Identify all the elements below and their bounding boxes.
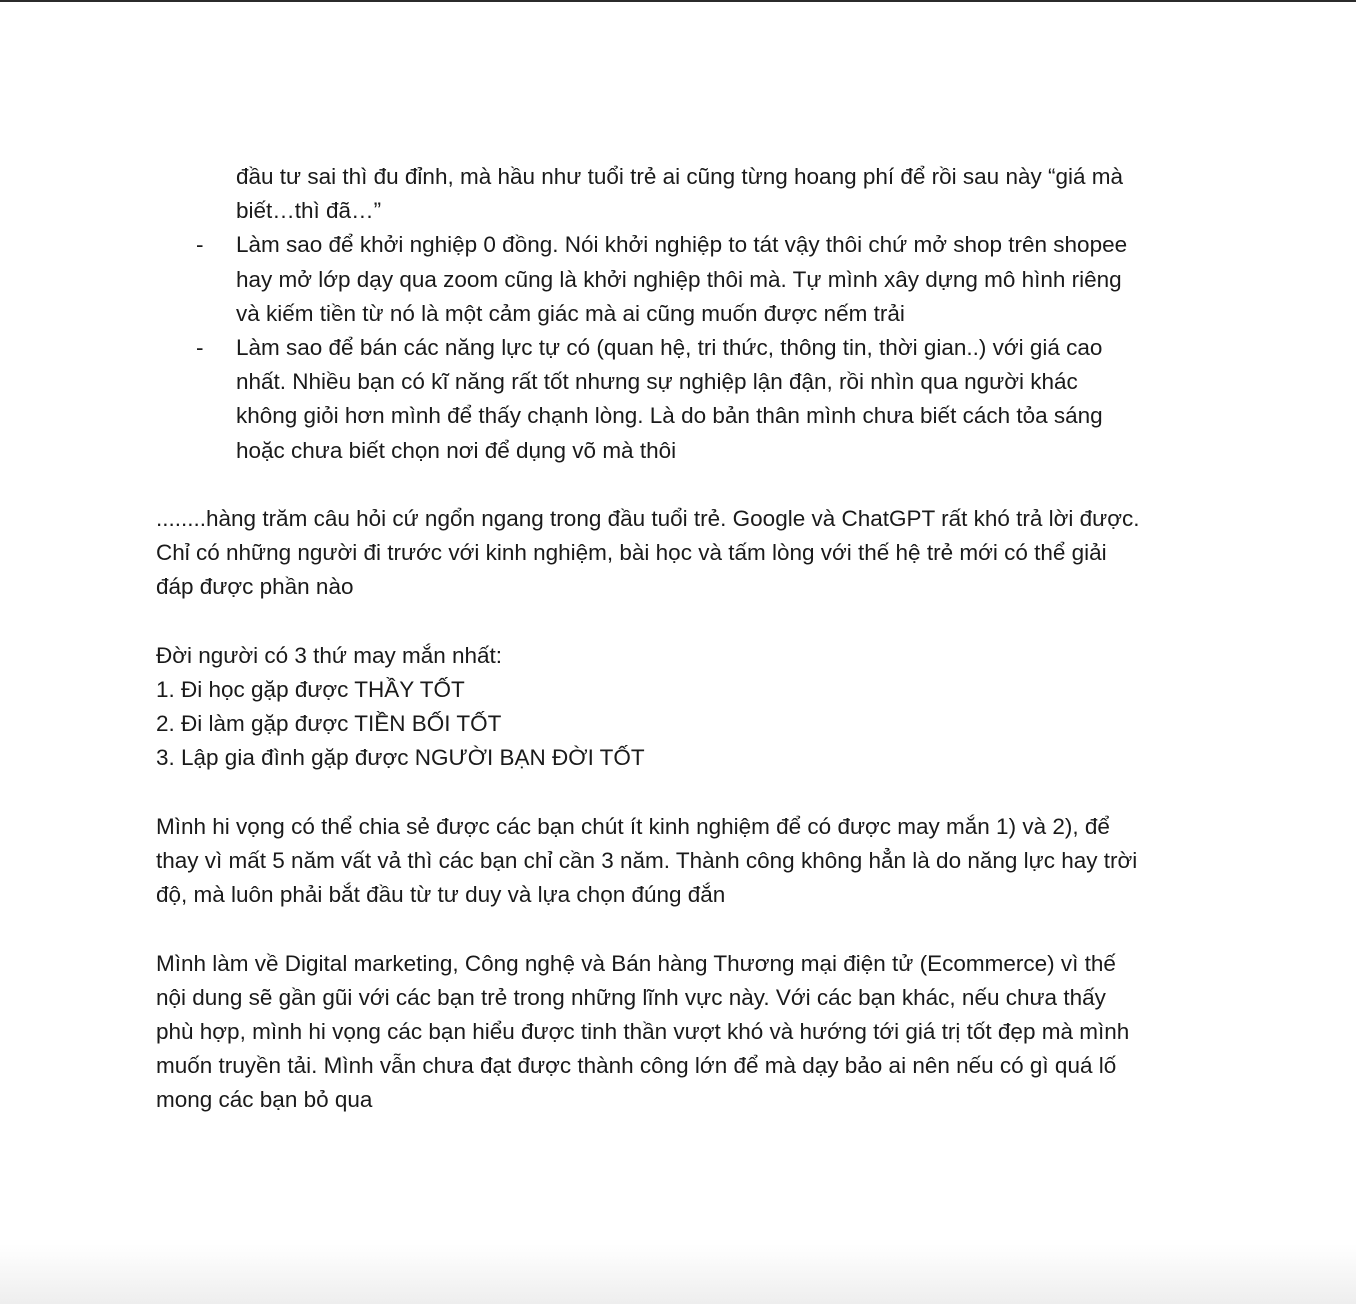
text-line: phù hợp, mình hi vọng các bạn hiểu được tinh thần vượt khó và hướng tới giá trị tốt đẹp mà mình [156, 1019, 1130, 1045]
text-line: Mình làm về Digital marketing, Công nghệ và Bán hàng Thương mại điện tử (Ecommerce) vì thế [156, 950, 1116, 976]
paragraph-gap [156, 912, 1206, 946]
text-line: đầu tư sai thì đu đỉnh, mà hầu như tuổi trẻ ai cũng từng hoang phí để rồi sau này “giá mà [236, 164, 1123, 189]
text-line: và kiếm tiền từ nó là một cảm giác mà ai cũng muốn được nếm trải [236, 300, 905, 326]
paragraph-gap [156, 468, 1206, 502]
text-line: độ, mà luôn phải bắt đầu từ tư duy và lựa chọn đúng đắn [156, 882, 726, 908]
text-line: thay vì mất 5 năm vất vả thì các bạn chỉ cần 3 năm. Thành công không hẳn là do năng lực hay trời [156, 848, 1138, 874]
paragraph-hope [156, 810, 1206, 913]
paragraph-about [156, 947, 1206, 1118]
text-line: Mình hi vọng có thể chia sẻ được các bạn chút ít kinh nghiệm để có được may mắn 1) và 2), để [156, 813, 1110, 839]
text-line: hoặc chưa biết chọn nơi để dụng võ mà thôi [236, 437, 677, 463]
text-line: không giỏi hơn mình để thấy chạnh lòng. Là do bản thân mình chưa biết cách tỏa sáng [236, 403, 1103, 429]
text-line: nhất. Nhiều bạn có kĩ năng rất tốt nhưng sự nghiệp lận đận, rồi nhìn qua người khác [236, 369, 1078, 395]
text-line: mong các bạn bỏ qua [156, 1087, 373, 1113]
bullet-dash: - [196, 335, 204, 361]
document-page [156, 160, 1206, 1118]
bullet-list [156, 160, 1206, 468]
paragraph-gap [156, 776, 1206, 810]
text-line: ........hàng trăm câu hỏi cứ ngổn ngang trong đầu tuổi trẻ. Google và ChatGPT rất khó trả lời được. [156, 506, 1140, 532]
luck-list-heading: Đời người có 3 thứ may mắn nhất: [156, 642, 503, 668]
page-bottom-shadow [0, 1244, 1356, 1304]
paragraph-questions [156, 502, 1206, 605]
text-line: biết…thì đã…” [236, 198, 382, 224]
luck-list-item: 3. Lập gia đình gặp được NGƯỜI BẠN ĐỜI TỐT [156, 745, 645, 771]
text-line: đáp được phần nào [156, 574, 354, 600]
bullet-item-skills [156, 331, 1206, 468]
text-line: hay mở lớp dạy qua zoom cũng là khởi nghiệp thôi mà. Tự mình xây dựng mô hình riêng [236, 266, 1122, 292]
luck-list-item: 1. Đi học gặp được THẦY TỐT [156, 677, 465, 703]
text-line: muốn truyền tải. Mình vẫn chưa đạt được thành công lớn để mà dạy bảo ai nên nếu có gì quá lố [156, 1053, 1117, 1079]
bullet-dash: - [196, 232, 204, 258]
text-line: nội dung sẽ gần gũi với các bạn trẻ trong những lĩnh vực này. Với các bạn khác, nếu chưa thấy [156, 984, 1106, 1010]
bullet-item-startup [156, 228, 1206, 331]
top-border [0, 0, 1356, 2]
text-line: Chỉ có những người đi trước với kinh nghiệm, bài học và tấm lòng với thế hệ trẻ mới có thể giải [156, 540, 1107, 566]
bullet-item-continuation [156, 160, 1206, 228]
text-line: Làm sao để bán các năng lực tự có (quan hệ, tri thức, thông tin, thời gian..) với giá cao [236, 335, 1103, 361]
luck-list [156, 639, 1206, 776]
paragraph-gap [156, 605, 1206, 639]
text-line: Làm sao để khởi nghiệp 0 đồng. Nói khởi nghiệp to tát vậy thôi chứ mở shop trên shopee [236, 232, 1128, 258]
luck-list-item: 2. Đi làm gặp được TIỀN BỐI TỐT [156, 711, 502, 737]
